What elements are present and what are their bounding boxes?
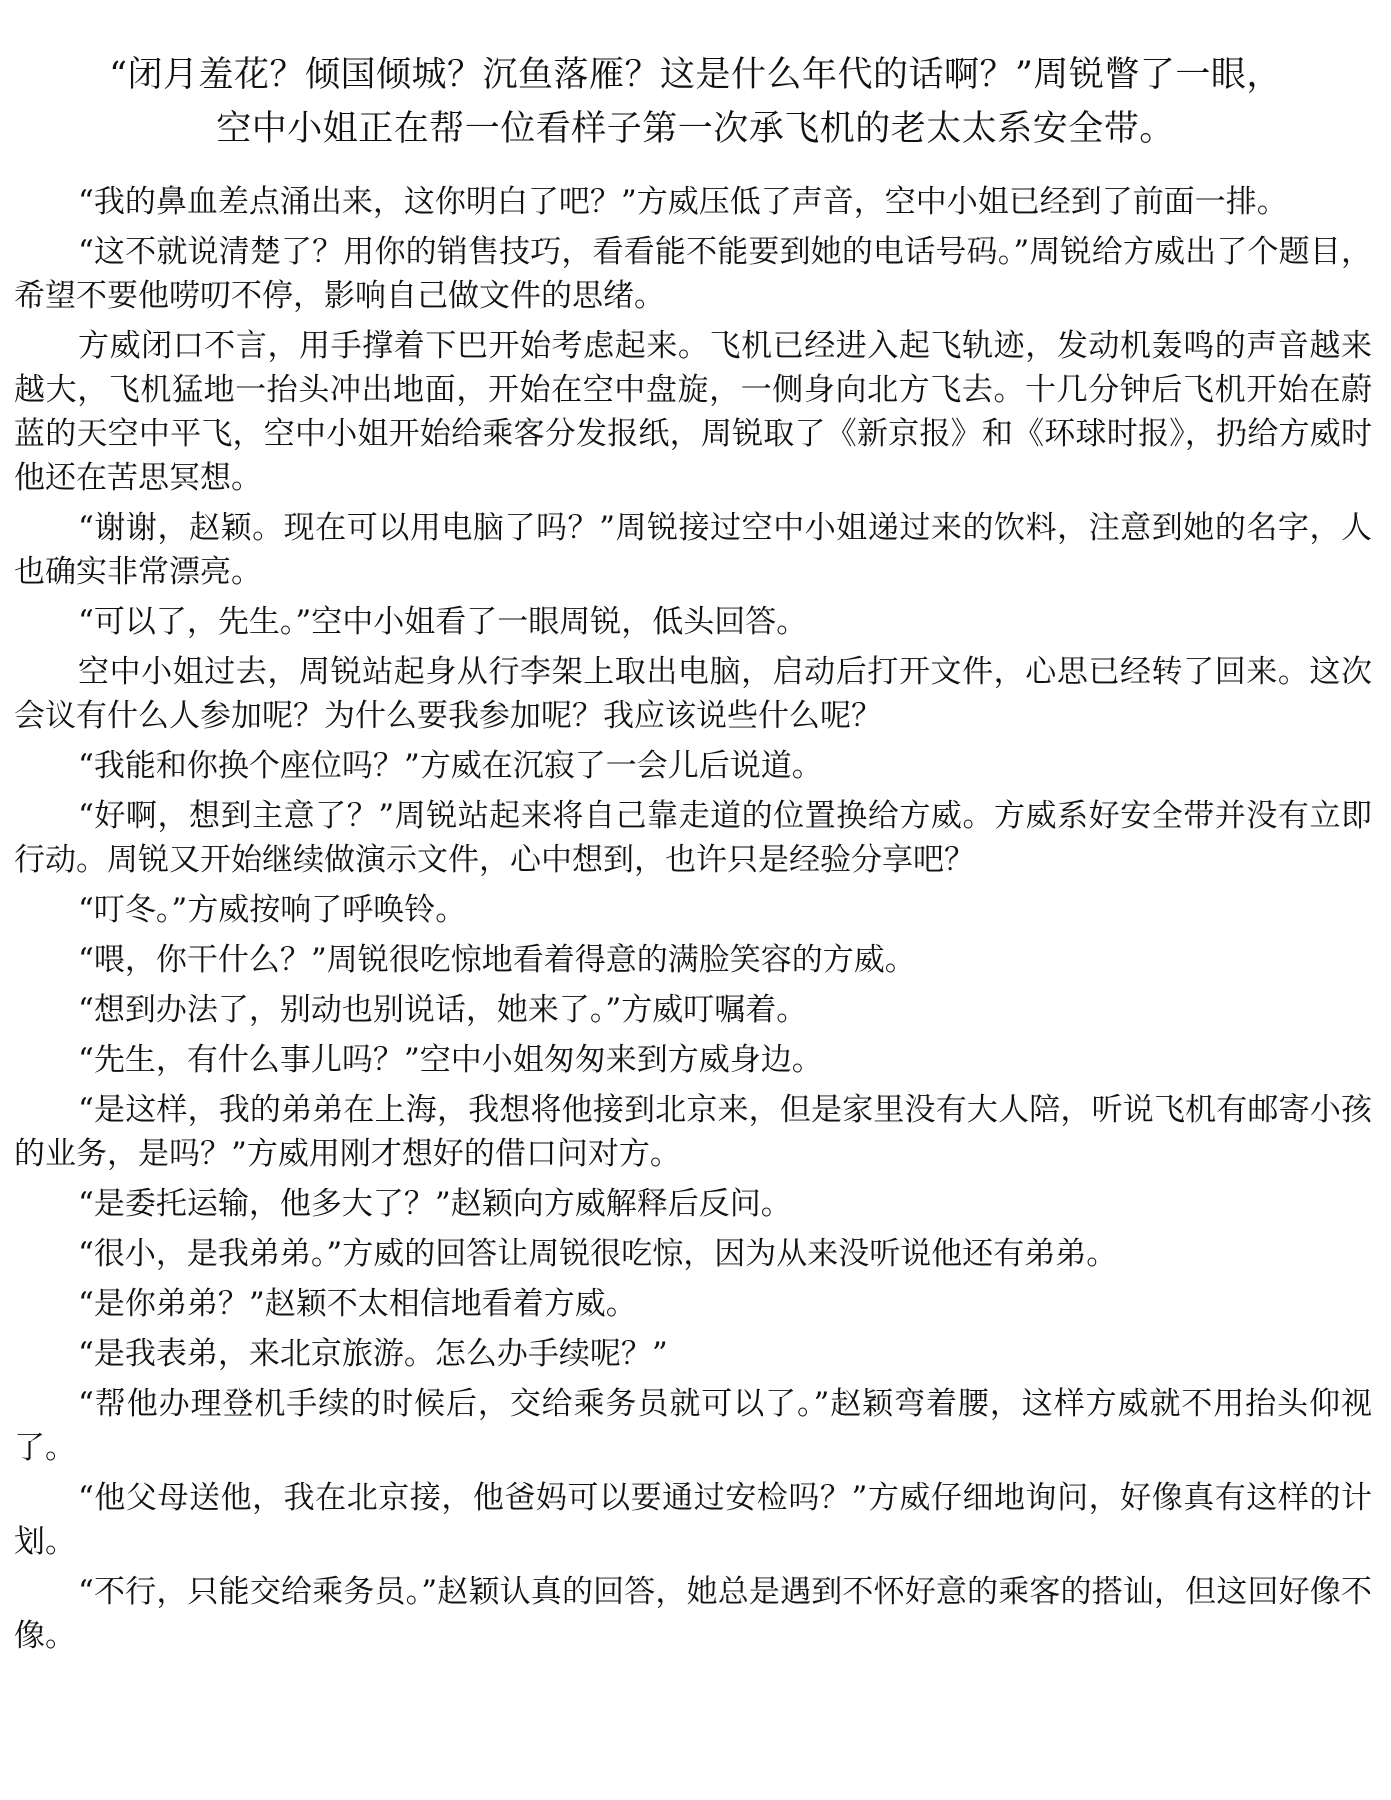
paragraph: “不行，只能交给乘务员。”赵颖认真的回答，她总是遇到不怀好意的乘客的搭讪，但这回好像不像。	[14, 1574, 1372, 1654]
paragraph: “可以了，先生。”空中小姐看了一眼周锐，低头回答。	[78, 604, 808, 640]
paragraph: 方威闭口不言，用手撑着下巴开始考虑起来。飞机已经进入起飞轨迹，发动机轰鸣的声音越来越大，飞机猛地一抬头冲出地面，开始在空中盘旋，一侧身向北方飞去。十几分钟后飞机开始在蔚蓝的天空中平飞，空中小姐开始给乘客分发报纸，周锐取了《新京报》和《环球时报》，扔给方威时他还在苦思冥想。	[14, 328, 1372, 496]
paragraph: “是这样，我的弟弟在上海，我想将他接到北京来，但是家里没有大人陪，听说飞机有邮寄小孩的业务，是吗？”方威用刚才想好的借口问对方。	[14, 1092, 1372, 1172]
paragraph: “是我表弟，来北京旅游。怎么办手续呢？”	[78, 1336, 668, 1372]
paragraph: “好啊，想到主意了？”周锐站起来将自己靠走道的位置换给方威。方威系好安全带并没有立即行动。周锐又开始继续做演示文件，心中想到，也许只是经验分享吧？	[14, 798, 1372, 878]
paragraph: “帮他办理登机手续的时候后，交给乘务员就可以了。”赵颖弯着腰，这样方威就不用抬头仰视了。	[14, 1386, 1372, 1466]
heading-line-1: “闭月羞花？倾国倾城？沉鱼落雁？这是什么年代的话啊？”周锐瞥了一眼，	[109, 55, 1282, 95]
paragraph: 空中小姐过去，周锐站起身从行李架上取出电脑，启动后打开文件，心思已经转了回来。这次会议有什么人参加呢？为什么要我参加呢？我应该说些什么呢？	[14, 654, 1372, 734]
paragraph: “是委托运输，他多大了？”赵颖向方威解释后反问。	[78, 1186, 792, 1222]
paragraph: “很小，是我弟弟。”方威的回答让周锐很吃惊，因为从来没听说他还有弟弟。	[78, 1236, 1118, 1272]
heading-line-2: 空中小姐正在帮一位看样子第一次承飞机的老太太系安全带。	[216, 109, 1175, 149]
paragraph: “先生，有什么事儿吗？”空中小姐匆匆来到方威身边。	[78, 1042, 823, 1078]
opening-heading	[0, 48, 1391, 156]
paragraph: “叮冬。”方威按响了呼唤铃。	[78, 892, 467, 928]
paragraph: “我能和你换个座位吗？”方威在沉寂了一会儿后说道。	[78, 748, 823, 784]
body-text	[14, 180, 1372, 1664]
paragraph: “这不就说清楚了？用你的销售技巧，看看能不能要到她的电话号码。”周锐给方威出了个题目，希望不要他唠叨不停，影响自己做文件的思绪。	[14, 234, 1372, 314]
paragraph: “我的鼻血差点涌出来，这你明白了吧？”方威压低了声音，空中小姐已经到了前面一排。	[78, 184, 1288, 220]
paragraph: “想到办法了，别动也别说话，她来了。”方威叮嘱着。	[78, 992, 808, 1028]
paragraph: “他父母送他，我在北京接，他爸妈可以要通过安检吗？”方威仔细地询问，好像真有这样的计划。	[14, 1480, 1372, 1560]
paragraph: “是你弟弟？”赵颖不太相信地看着方威。	[78, 1286, 637, 1322]
paragraph: “喂，你干什么？”周锐很吃惊地看着得意的满脸笑容的方威。	[78, 942, 916, 978]
paragraph: “谢谢，赵颖。现在可以用电脑了吗？”周锐接过空中小姐递过来的饮料，注意到她的名字，人也确实非常漂亮。	[14, 510, 1372, 590]
